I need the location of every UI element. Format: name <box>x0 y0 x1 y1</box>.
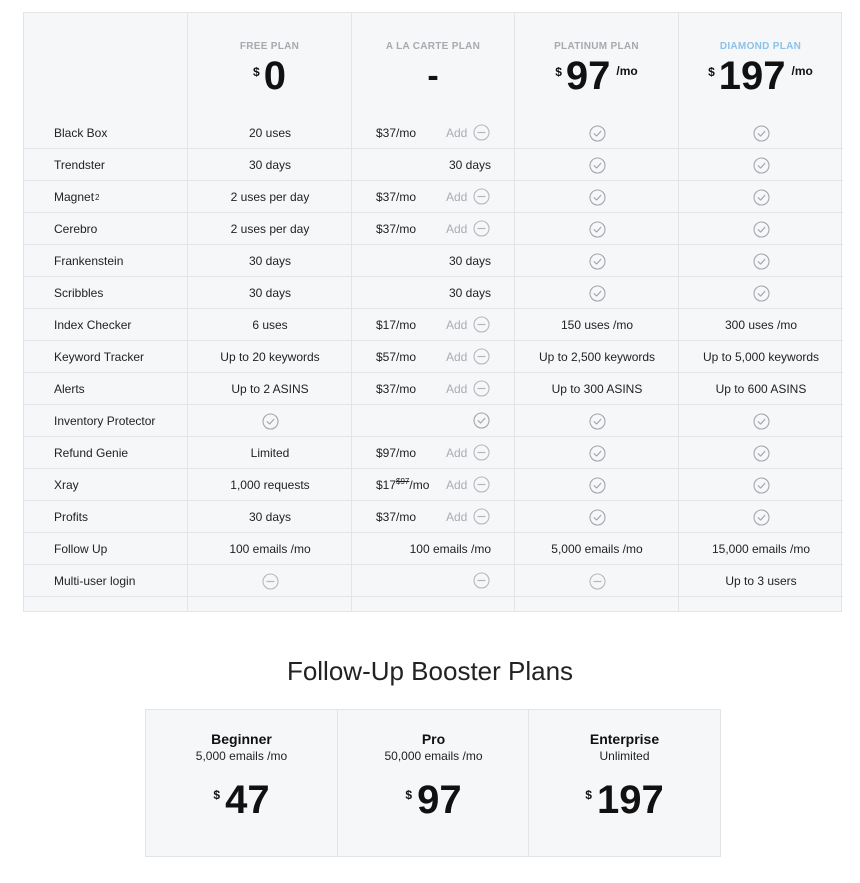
price-currency: $ <box>708 65 715 79</box>
a-la-carte-price: $37/mo <box>376 126 417 140</box>
booster-plan-name: Beginner <box>211 731 272 747</box>
booster-plan-beginner[interactable] <box>146 710 337 856</box>
a-la-carte-price: $37/mo <box>376 382 417 396</box>
a-la-carte-value <box>473 412 490 434</box>
feature-row <box>24 565 843 597</box>
check-circle-icon <box>473 412 490 429</box>
booster-plan-volume: Unlimited <box>599 749 650 763</box>
add-addon-button[interactable]: Add <box>446 510 468 524</box>
booster-plan-volume: 5,000 emails /mo <box>195 749 288 763</box>
feature-name: Refund Genie <box>54 446 129 460</box>
check-circle-icon <box>589 413 606 430</box>
feature-row <box>24 117 843 149</box>
check-circle-icon <box>589 125 606 142</box>
price-period: /mo <box>616 64 638 78</box>
price-amount: 97 <box>417 778 462 822</box>
check-circle-icon <box>589 509 606 526</box>
check-circle-icon <box>589 285 606 302</box>
platinum-plan-value <box>515 117 679 149</box>
free-plan-value: 1,000 requests <box>230 478 310 492</box>
a-la-carte-value <box>473 572 490 594</box>
platinum-plan-value: 150 uses /mo <box>560 318 634 332</box>
free-plan-value: 30 days <box>248 286 292 300</box>
minus-circle-icon <box>473 348 490 365</box>
minus-circle-icon <box>473 220 490 237</box>
booster-plan-price <box>338 776 529 824</box>
feature-name: Magnet 2 <box>54 190 100 204</box>
price-currency: $ <box>555 65 562 79</box>
check-circle-icon <box>753 221 770 238</box>
booster-plans <box>145 709 721 857</box>
add-addon-button[interactable]: Add <box>446 126 468 140</box>
booster-plan-volume: 50,000 emails /mo <box>384 749 483 763</box>
feature-name: Xray <box>54 478 79 492</box>
feature-name: Keyword Tracker <box>54 350 145 364</box>
free-plan-value: 2 uses per day <box>230 222 310 236</box>
feature-row <box>24 405 843 437</box>
a-la-carte-value: 100 emails /mo <box>409 542 491 556</box>
booster-plan-name: Pro <box>421 731 446 747</box>
addon-toggle[interactable] <box>473 508 490 530</box>
price-currency: $ <box>253 65 260 79</box>
addon-toggle[interactable] <box>473 476 490 498</box>
minus-circle-icon <box>262 573 279 590</box>
check-circle-icon <box>589 189 606 206</box>
plan-name: FREE PLAN <box>239 41 300 52</box>
minus-circle-icon <box>473 572 490 589</box>
feature-name: Scribbles <box>54 286 104 300</box>
diamond-plan-value: 300 uses /mo <box>724 318 798 332</box>
add-addon-button[interactable]: Add <box>446 350 468 364</box>
add-addon-button[interactable]: Add <box>446 446 468 460</box>
minus-circle-icon <box>473 316 490 333</box>
free-plan-value: 2 uses per day <box>230 190 310 204</box>
minus-circle-icon <box>473 380 490 397</box>
platinum-plan-value <box>515 501 679 533</box>
booster-plan-name: Enterprise <box>589 731 660 747</box>
diamond-plan-value <box>679 469 843 501</box>
platinum-plan-value <box>515 565 679 597</box>
platinum-plan-value <box>515 149 679 181</box>
a-la-carte-price: $57/mo <box>376 350 417 364</box>
check-circle-icon <box>753 189 770 206</box>
a-la-carte-value: 30 days <box>448 254 491 268</box>
price-amount: 197 <box>718 54 786 98</box>
check-circle-icon <box>262 413 279 430</box>
a-la-carte-price: $97/mo <box>376 446 417 460</box>
diamond-plan-value <box>679 213 843 245</box>
addon-toggle[interactable] <box>473 188 490 210</box>
check-circle-icon <box>753 157 770 174</box>
addon-toggle[interactable] <box>473 220 490 242</box>
check-circle-icon <box>589 477 606 494</box>
add-addon-button[interactable]: Add <box>446 222 468 236</box>
platinum-plan-value: 5,000 emails /mo <box>551 542 643 556</box>
platinum-plan-value <box>515 181 679 213</box>
plan-name: DIAMOND PLAN <box>719 41 802 52</box>
plan-price <box>679 51 842 101</box>
check-circle-icon <box>589 157 606 174</box>
check-circle-icon <box>589 445 606 462</box>
diamond-plan-value <box>679 437 843 469</box>
platinum-plan-value: Up to 2,500 keywords <box>538 350 656 364</box>
addon-toggle[interactable] <box>473 124 490 146</box>
feature-name: Frankenstein <box>54 254 124 268</box>
add-addon-button[interactable]: Add <box>446 190 468 204</box>
feature-row <box>24 245 843 277</box>
price-currency: $ <box>213 788 221 802</box>
minus-circle-icon <box>473 124 490 141</box>
free-plan-value <box>188 565 352 597</box>
feature-row <box>24 373 843 405</box>
diamond-plan-value <box>679 181 843 213</box>
plan-header-platinum <box>515 13 678 113</box>
addon-toggle[interactable] <box>473 316 490 338</box>
minus-circle-icon <box>589 573 606 590</box>
feature-name: Inventory Protector <box>54 414 156 428</box>
plan-name: A LA CARTE PLAN <box>385 41 481 52</box>
diamond-plan-value <box>679 245 843 277</box>
booster-plan-price <box>146 776 337 824</box>
check-circle-icon <box>753 125 770 142</box>
booster-plan-price <box>529 776 720 824</box>
booster-plan-pro[interactable] <box>338 710 529 856</box>
price-amount: 0 <box>263 54 286 98</box>
diamond-plan-value <box>679 149 843 181</box>
feature-row <box>24 277 843 309</box>
free-plan-value: 30 days <box>248 158 292 172</box>
feature-row <box>24 309 843 341</box>
diamond-plan-value: Up to 5,000 keywords <box>702 350 820 364</box>
free-plan-value: Up to 20 keywords <box>220 350 320 364</box>
feature-name: Multi-user login <box>54 574 136 588</box>
feature-name: Black Box <box>54 126 108 140</box>
platinum-plan-value <box>515 469 679 501</box>
check-circle-icon <box>753 477 770 494</box>
plan-header-a-la-carte <box>352 13 514 113</box>
free-plan-value: 20 uses <box>248 126 292 140</box>
free-plan-value: 30 days <box>248 254 292 268</box>
feature-row <box>24 149 843 181</box>
feature-row <box>24 437 843 469</box>
free-plan-value: Limited <box>250 446 290 460</box>
addon-toggle[interactable] <box>473 348 490 370</box>
feature-row <box>24 213 843 245</box>
check-circle-icon <box>753 509 770 526</box>
diamond-plan-value: Up to 3 users <box>725 574 797 588</box>
addon-toggle[interactable] <box>473 444 490 466</box>
price-currency: $ <box>585 788 592 802</box>
free-plan-value: 100 emails /mo <box>229 542 311 556</box>
feature-row <box>24 469 843 501</box>
price-period: /mo <box>791 64 813 78</box>
diamond-plan-value <box>679 277 843 309</box>
diamond-plan-value: Up to 600 ASINS <box>715 382 807 396</box>
free-plan-value: 6 uses <box>252 318 288 332</box>
plan-name: PLATINUM PLAN <box>554 41 639 52</box>
minus-circle-icon <box>473 444 490 461</box>
plan-header-diamond <box>679 13 842 113</box>
platinum-plan-value <box>515 277 679 309</box>
feature-row <box>24 501 843 533</box>
feature-name: Index Checker <box>54 318 132 332</box>
check-circle-icon <box>753 285 770 302</box>
add-addon-button[interactable]: Add <box>446 318 468 332</box>
a-la-carte-price: $37/mo <box>376 222 417 236</box>
diamond-plan-value <box>679 405 843 437</box>
feature-footnote: 2 <box>95 192 100 202</box>
diamond-plan-value <box>679 117 843 149</box>
price-amount: - <box>427 57 439 95</box>
feature-row <box>24 181 843 213</box>
free-plan-value <box>188 405 352 437</box>
check-circle-icon <box>753 413 770 430</box>
a-la-carte-price: $17/mo <box>376 318 417 332</box>
price-amount: 197 <box>596 778 664 822</box>
free-plan-value: Up to 2 ASINS <box>231 382 309 396</box>
original-price: $97 <box>396 476 410 486</box>
empty-row <box>24 597 843 629</box>
plan-price <box>188 51 351 101</box>
a-la-carte-price: $37/mo <box>376 510 417 524</box>
diamond-plan-value <box>679 501 843 533</box>
minus-circle-icon <box>473 508 490 525</box>
feature-name: Profits <box>54 510 89 524</box>
add-addon-button[interactable]: Add <box>446 382 468 396</box>
plan-header-free <box>188 13 351 113</box>
minus-circle-icon <box>473 188 490 205</box>
plan-price <box>515 51 678 101</box>
feature-name: Alerts <box>54 382 85 396</box>
diamond-plan-value: 15,000 emails /mo <box>711 542 811 556</box>
booster-plan-enterprise[interactable] <box>529 710 720 856</box>
pricing-table <box>23 12 842 612</box>
feature-name: Follow Up <box>54 542 108 556</box>
price-amount: 47 <box>225 778 270 822</box>
feature-name: Cerebro <box>54 222 98 236</box>
minus-circle-icon <box>473 476 490 493</box>
a-la-carte-value: 30 days <box>448 286 491 300</box>
price-currency: $ <box>405 788 413 802</box>
check-circle-icon <box>589 253 606 270</box>
platinum-plan-value <box>515 405 679 437</box>
booster-title: Follow-Up Booster Plans <box>286 656 574 686</box>
platinum-plan-value <box>515 245 679 277</box>
price-amount: 97 <box>565 54 611 98</box>
platinum-plan-value: Up to 300 ASINS <box>551 382 643 396</box>
plan-price <box>352 51 514 101</box>
a-la-carte-price: $37/mo <box>376 190 417 204</box>
check-circle-icon <box>589 221 606 238</box>
check-circle-icon <box>753 445 770 462</box>
a-la-carte-price: $17 $97 /mo <box>376 476 430 492</box>
platinum-plan-value <box>515 437 679 469</box>
platinum-plan-value <box>515 213 679 245</box>
free-plan-value: 30 days <box>248 510 292 524</box>
feature-name: Trendster <box>54 158 105 172</box>
feature-row <box>24 533 843 565</box>
add-addon-button[interactable]: Add <box>446 478 468 492</box>
addon-toggle[interactable] <box>473 380 490 402</box>
feature-row <box>24 341 843 373</box>
a-la-carte-value: 30 days <box>448 158 491 172</box>
check-circle-icon <box>753 253 770 270</box>
